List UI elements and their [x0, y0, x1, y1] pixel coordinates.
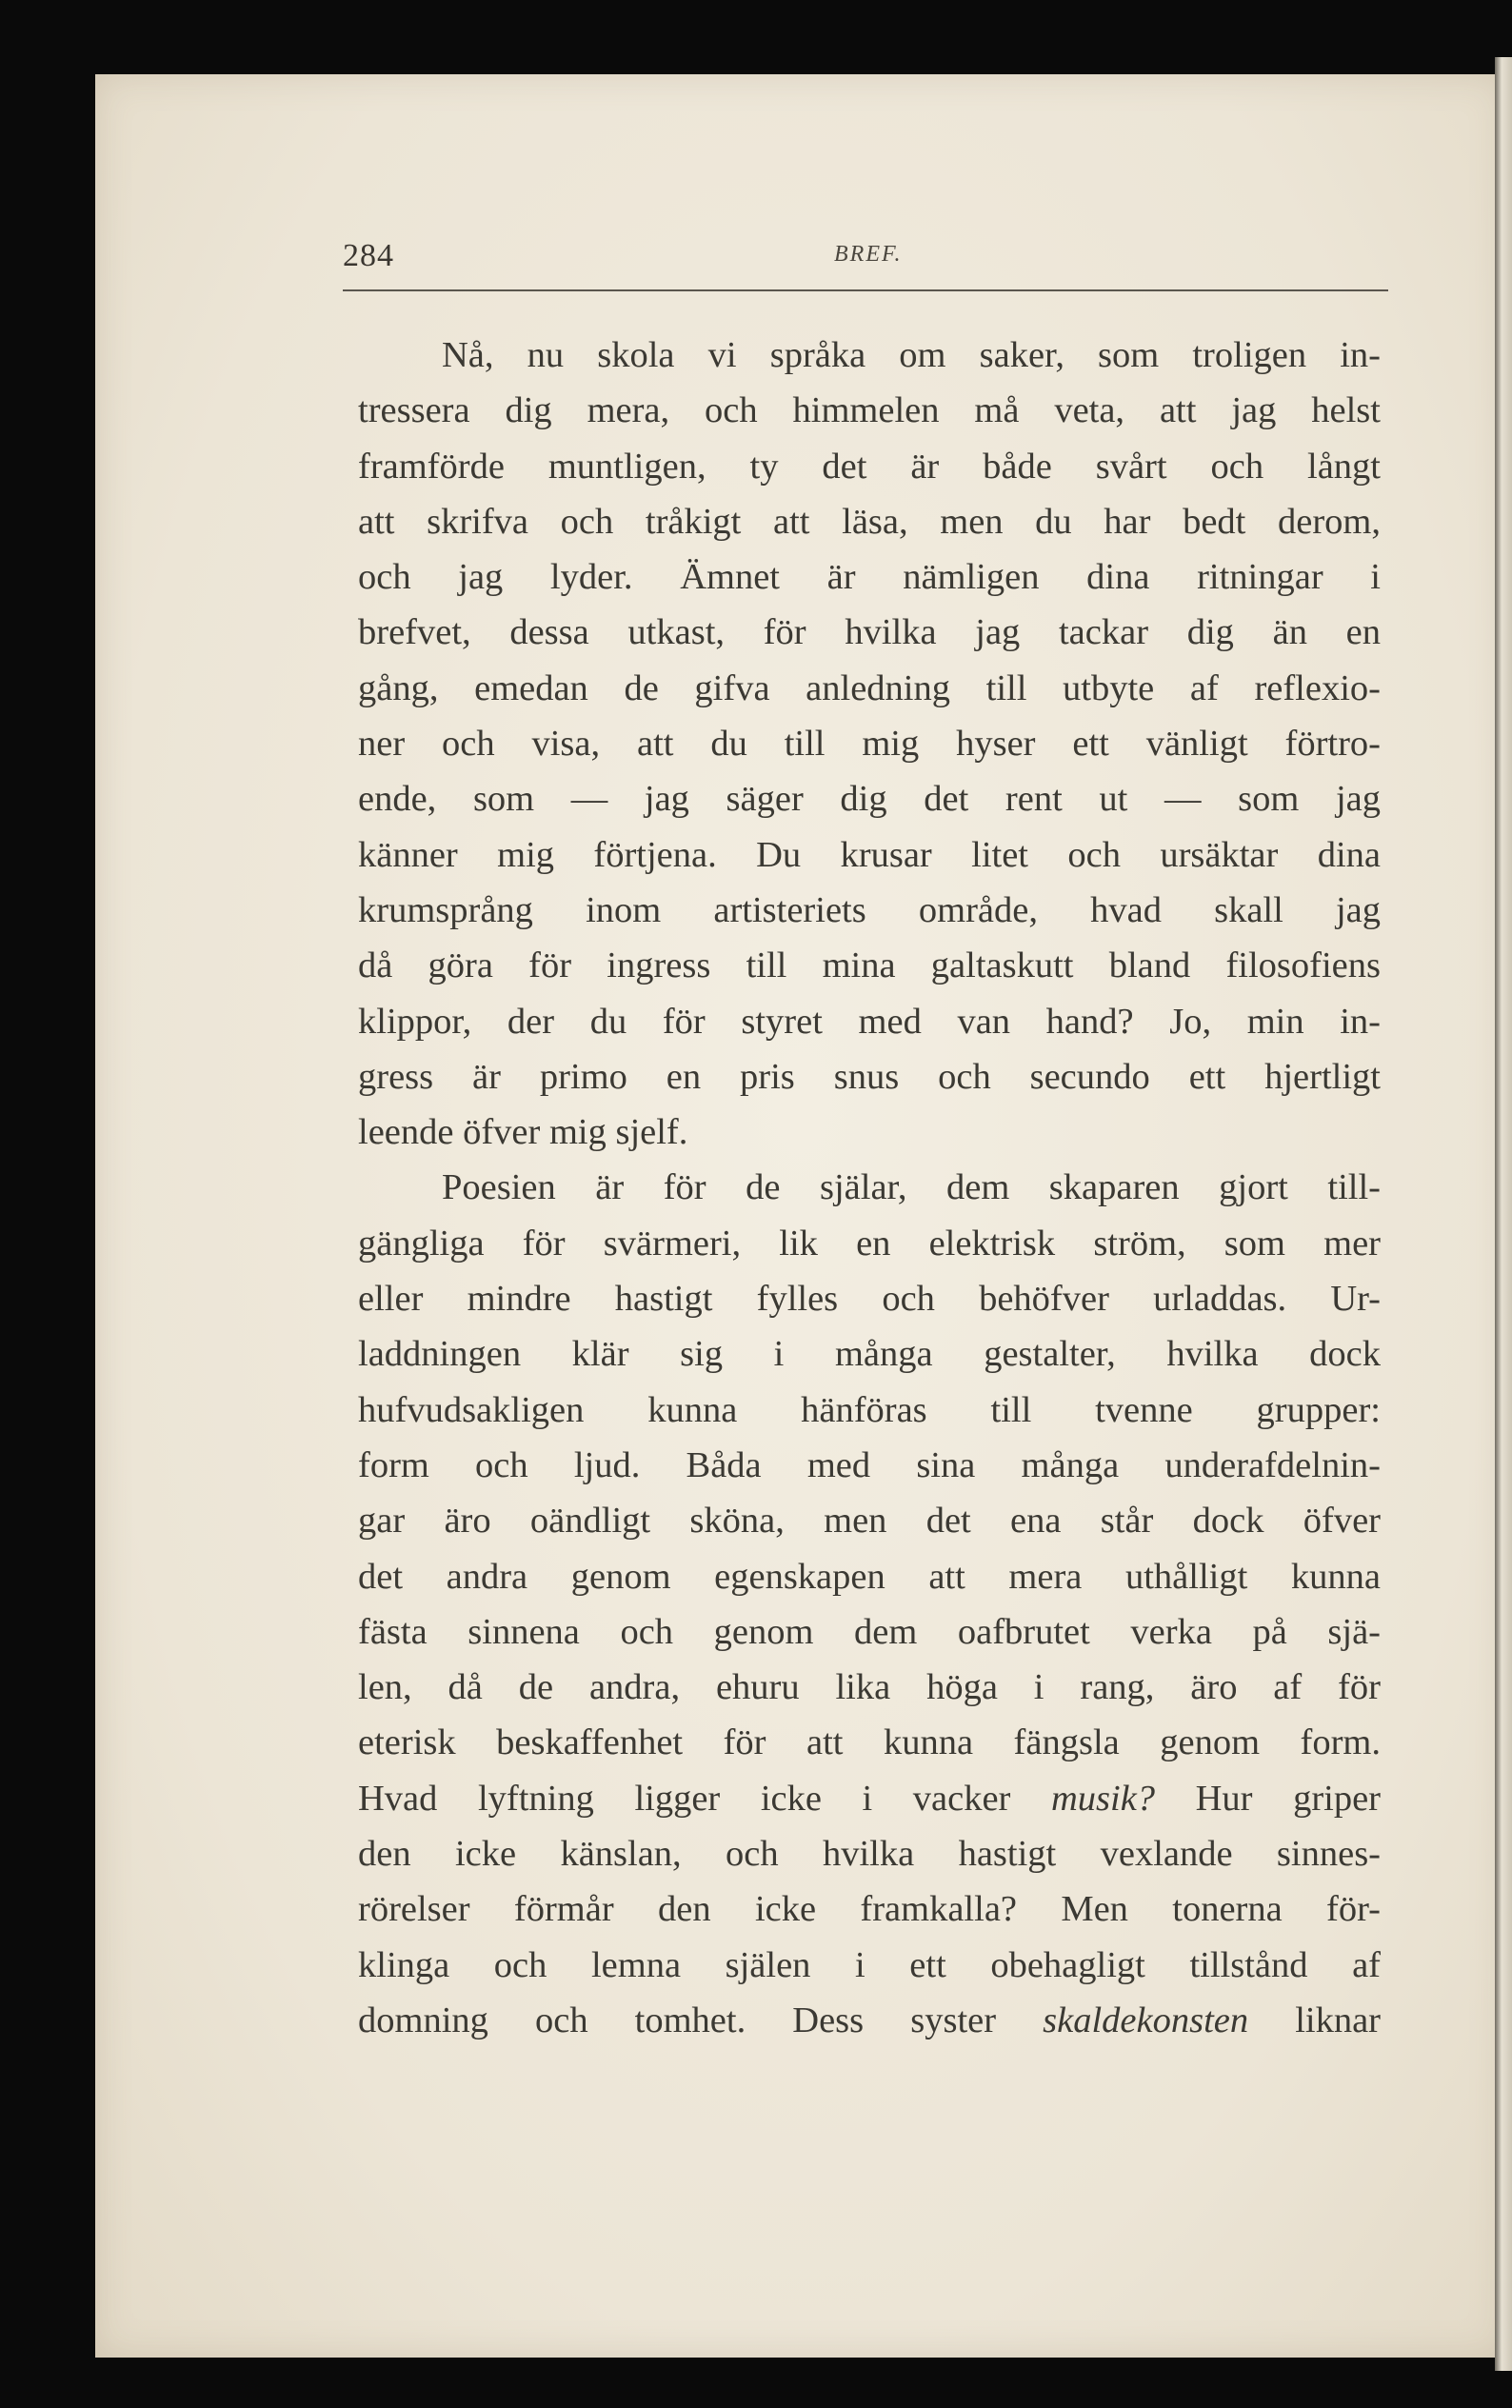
text-line: och jag lyder. Ämnet är nämligen dina ritningar i	[358, 557, 1381, 598]
text-line: klippor, der du för styret med van hand? Jo, min in-	[358, 1001, 1381, 1042]
running-head: BREF.	[834, 242, 903, 267]
header-rule	[343, 289, 1388, 291]
page-header	[343, 229, 1390, 286]
text-line: krumsprång inom artisteriets område, hvad skall jag	[358, 889, 1381, 930]
text-line: form och ljud. Båda med sina många underafdelnin-	[358, 1444, 1381, 1485]
paragraph-2	[358, 1160, 1381, 2048]
emphasis-musik: musik?	[1050, 1778, 1156, 1819]
text-line: leende öfver mig sjelf.	[358, 1112, 688, 1153]
text-line: fästa sinnena och genom dem oafbrutet verka på sjä-	[358, 1611, 1381, 1652]
text-line: brefvet, dessa utkast, för hvilka jag tackar dig än en	[358, 612, 1381, 653]
text-line: gängliga för svärmeri, lik en elektrisk ström, som mer	[358, 1223, 1381, 1264]
text-line: gress är primo en pris snus och secundo ett hjertligt	[358, 1056, 1381, 1097]
text-line: Poesien är för de själar, dem skaparen gjort till-	[442, 1167, 1381, 1208]
text-line: gar äro oändligt sköna, men det ena står dock öfver	[358, 1501, 1381, 1542]
text-line: eller mindre hastigt fylles och behöfver urladdas. Ur-	[358, 1279, 1381, 1320]
text-line	[358, 1993, 1381, 2048]
body-text	[358, 328, 1381, 2048]
text-line: laddningen klär sig i många gestalter, hvilka dock	[358, 1334, 1381, 1375]
text-line: Nå, nu skola vi språka om saker, som troligen in-	[442, 335, 1381, 375]
text-line: känner mig förtjena. Du krusar litet och ursäktar dina	[358, 834, 1381, 875]
text-line: ner och visa, att du till mig hyser ett vänligt förtro-	[358, 724, 1381, 765]
text-line: gång, emedan de gifva anledning till utbyte af reflexio-	[358, 667, 1381, 708]
text-line	[358, 1771, 1381, 1826]
text-line: att skrifva och tråkigt att läsa, men du har bedt derom,	[358, 501, 1381, 542]
text-line: den icke känslan, och hvilka hastigt vexlande sinnes-	[358, 1834, 1381, 1875]
text-segment: liknar	[1295, 2000, 1381, 2040]
page-edge	[1495, 57, 1512, 2371]
paragraph-1	[358, 328, 1381, 1160]
text-line: len, då de andra, ehuru lika höga i rang, äro af för	[358, 1667, 1381, 1708]
text-line: det andra genom egenskapen att mera uthålligt kunna	[358, 1556, 1381, 1597]
text-segment: Hur griper	[1195, 1778, 1381, 1819]
emphasis-skaldekonsten: skaldekonsten	[1043, 2000, 1249, 2040]
text-line: eterisk beskaffenhet för att kunna fängsla genom form.	[358, 1722, 1381, 1763]
text-segment: domning och tomhet. Dess syster	[358, 2000, 997, 2040]
text-line: ende, som — jag säger dig det rent ut — som jag	[358, 779, 1381, 820]
page-number: 284	[343, 238, 394, 273]
text-line: rörelser förmår den icke framkalla? Men tonerna för-	[358, 1889, 1381, 1930]
text-line: framförde muntligen, ty det är både svårt och långt	[358, 446, 1381, 487]
text-line: då göra för ingress till mina galtaskutt bland filosofiens	[358, 945, 1381, 986]
text-line: tressera dig mera, och himmelen må veta, att jag helst	[358, 390, 1381, 431]
text-line: hufvudsakligen kunna hänföras till tvenne grupper:	[358, 1389, 1381, 1430]
text-segment: Hvad lyftning ligger icke i vacker	[358, 1778, 1011, 1819]
text-line: klinga och lemna själen i ett obehagligt tillstånd af	[358, 1944, 1381, 1985]
